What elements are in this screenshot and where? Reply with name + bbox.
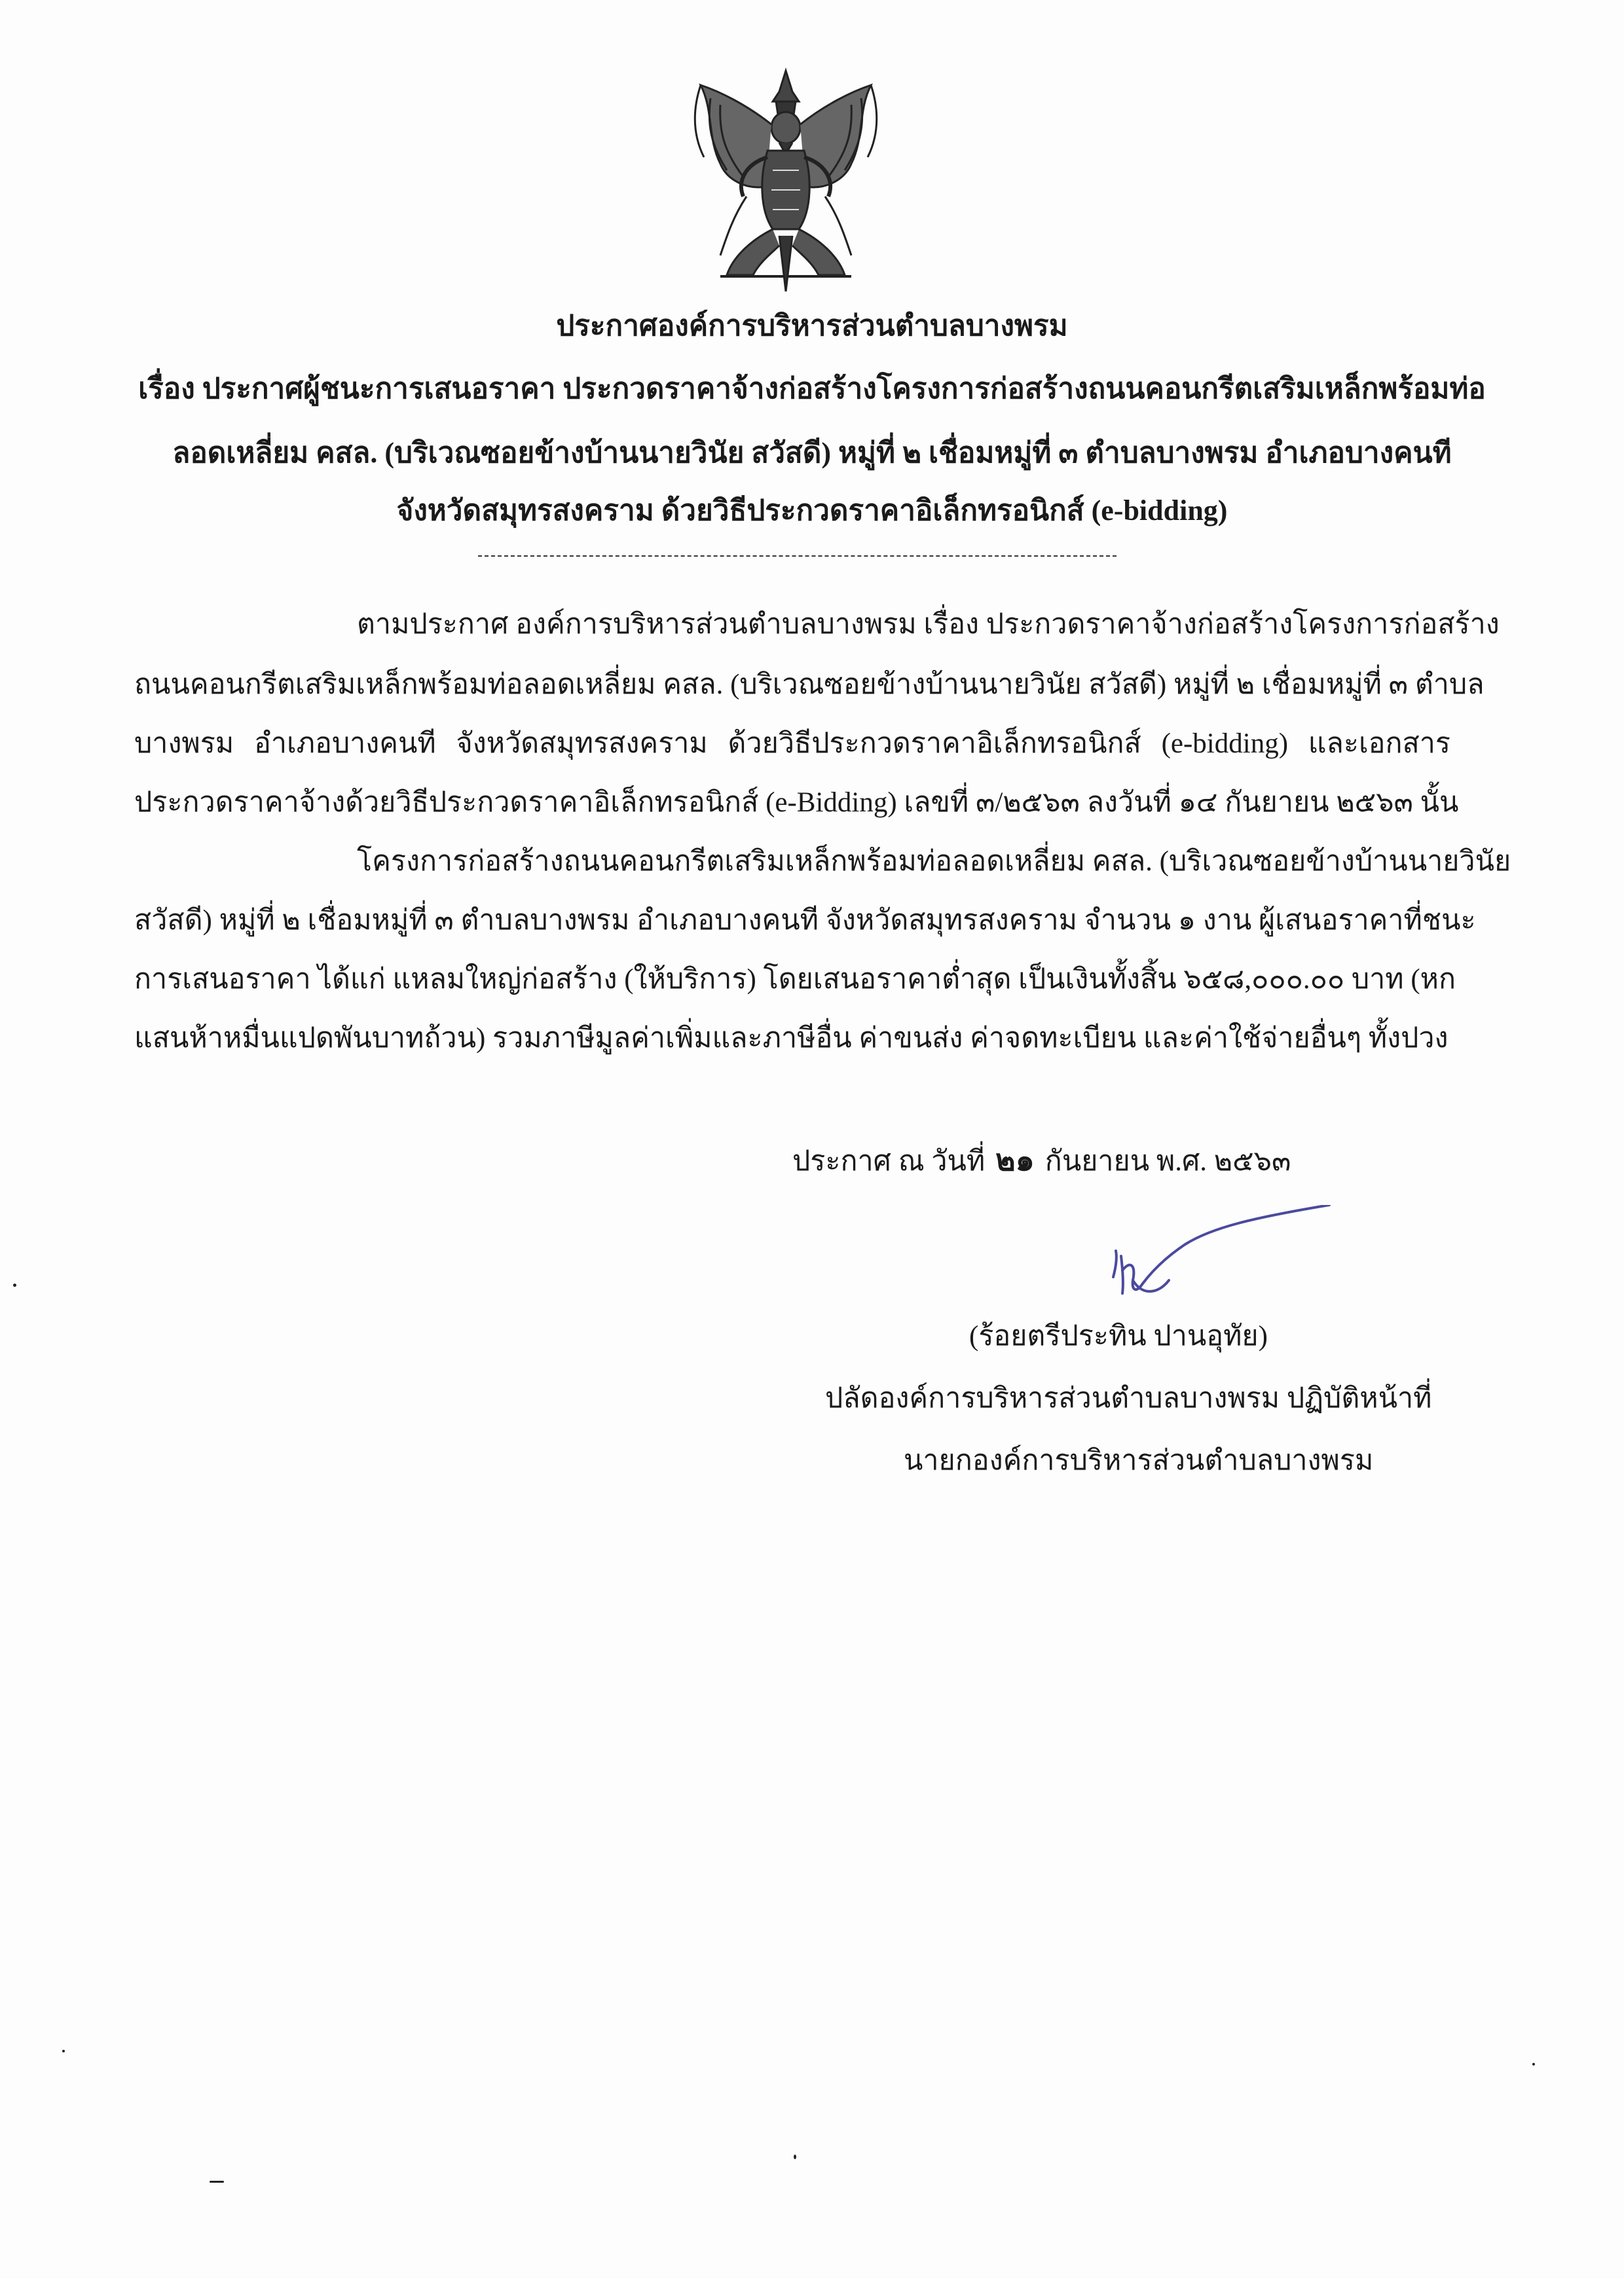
- paragraph-2-line-3: การเสนอราคา ได้แก่ แหลมใหญ่ก่อสร้าง (ให้บริการ) โดยเสนอราคาต่ำสุด เป็นเงินทั้งสิ้น ๖๕๘,๐๐๐.๐๐ บาท (หก: [134, 964, 1456, 995]
- paragraph-1-line-4: ประกวดราคาจ้างด้วยวิธีประกวดราคาอิเล็กทรอนิกส์ (e-Bidding) เลขที่ ๓/๒๕๖๓ ลงวันที่ ๑๔ กันยายน ๒๕๖๓ นั้น: [134, 787, 1459, 818]
- paragraph-1-line-1: ตามประกาศ องค์การบริหารส่วนตำบลบางพรม เรื่อง ประกวดราคาจ้างก่อสร้างโครงการก่อสร้าง: [357, 609, 1500, 640]
- subject-line-1: เรื่อง ประกาศผู้ชนะการเสนอราคา ประกวดราคาจ้างก่อสร้างโครงการก่อสร้างถนนคอนกรีตเสริมเหล็กพร้อมท่อ: [138, 373, 1486, 405]
- paper-speck: [794, 2155, 796, 2159]
- paragraph-1-line-3: บางพรม อำเภอบางคนที จังหวัดสมุทรสงคราม ด้วยวิธีประกวดราคาอิเล็กทรอนิกส์ (e-bidding) และเอกสาร: [134, 728, 1450, 759]
- date-month-year: กันยายน พ.ศ. ๒๕๖๓: [1044, 1146, 1291, 1177]
- paper-speck: [1532, 2063, 1535, 2066]
- date-day: ๒๑: [995, 1142, 1035, 1177]
- paper-speck: [13, 1284, 16, 1287]
- signatory-position-2: นายกองค์การบริหารส่วนตำบลบางพรม: [904, 1445, 1374, 1476]
- signatory-position-1: ปลัดองค์การบริหารส่วนตำบลบางพรม ปฏิบัติหน้าที่: [825, 1383, 1432, 1414]
- handwritten-signature-icon: [1107, 1205, 1342, 1323]
- divider: [478, 555, 1116, 557]
- paragraph-2-line-2: สวัสดี) หมู่ที่ ๒ เชื่อมหมู่ที่ ๓ ตำบลบางพรม อำเภอบางคนที จังหวัดสมุทรสงคราม จำนวน ๑ งาน ผู้เสนอราคาที่ชนะ: [134, 905, 1476, 936]
- date-prefix: ประกาศ ณ วันที่: [792, 1146, 986, 1177]
- paragraph-1-line-2: ถนนคอนกรีตเสริมเหล็กพร้อมท่อลอดเหลี่ยม คสล. (บริเวณซอยข้างบ้านนายวินัย สวัสดี) หมู่ที่ ๒ เชื่อมหมู่ที่ ๓ ตำบล: [134, 669, 1485, 700]
- document-title: ประกาศองค์การบริหารส่วนตำบลบางพรม: [556, 310, 1068, 342]
- paragraph-2-line-1: โครงการก่อสร้างถนนคอนกรีตเสริมเหล็กพร้อมท่อลอดเหลี่ยม คสล. (บริเวณซอยข้างบ้านนายวินัย: [357, 846, 1511, 877]
- paper-speck: [210, 2181, 224, 2183]
- paragraph-2-line-4: แสนห้าหมื่นแปดพันบาทถ้วน) รวมภาษีมูลค่าเพิ่มและภาษีอื่น ค่าขนส่ง ค่าจดทะเบียน และค่าใช้จ่ายอื่นๆ ทั้งปวง: [134, 1023, 1449, 1054]
- subject-line-2: ลอดเหลี่ยม คสล. (บริเวณซอยข้างบ้านนายวินัย สวัสดี) หมู่ที่ ๒ เชื่อมหมู่ที่ ๓ ตำบลบางพรม อำเภอบางคนที: [172, 437, 1452, 469]
- subject-line-3: จังหวัดสมุทรสงคราม ด้วยวิธีประกวดราคาอิเล็กทรอนิกส์ (e-bidding): [396, 494, 1228, 527]
- announcement-date: [792, 1136, 1291, 1184]
- signatory-name: (ร้อยตรีประทิน ปานอุทัย): [969, 1321, 1268, 1352]
- paper-speck: [62, 2050, 65, 2052]
- garuda-emblem-icon: [681, 65, 891, 295]
